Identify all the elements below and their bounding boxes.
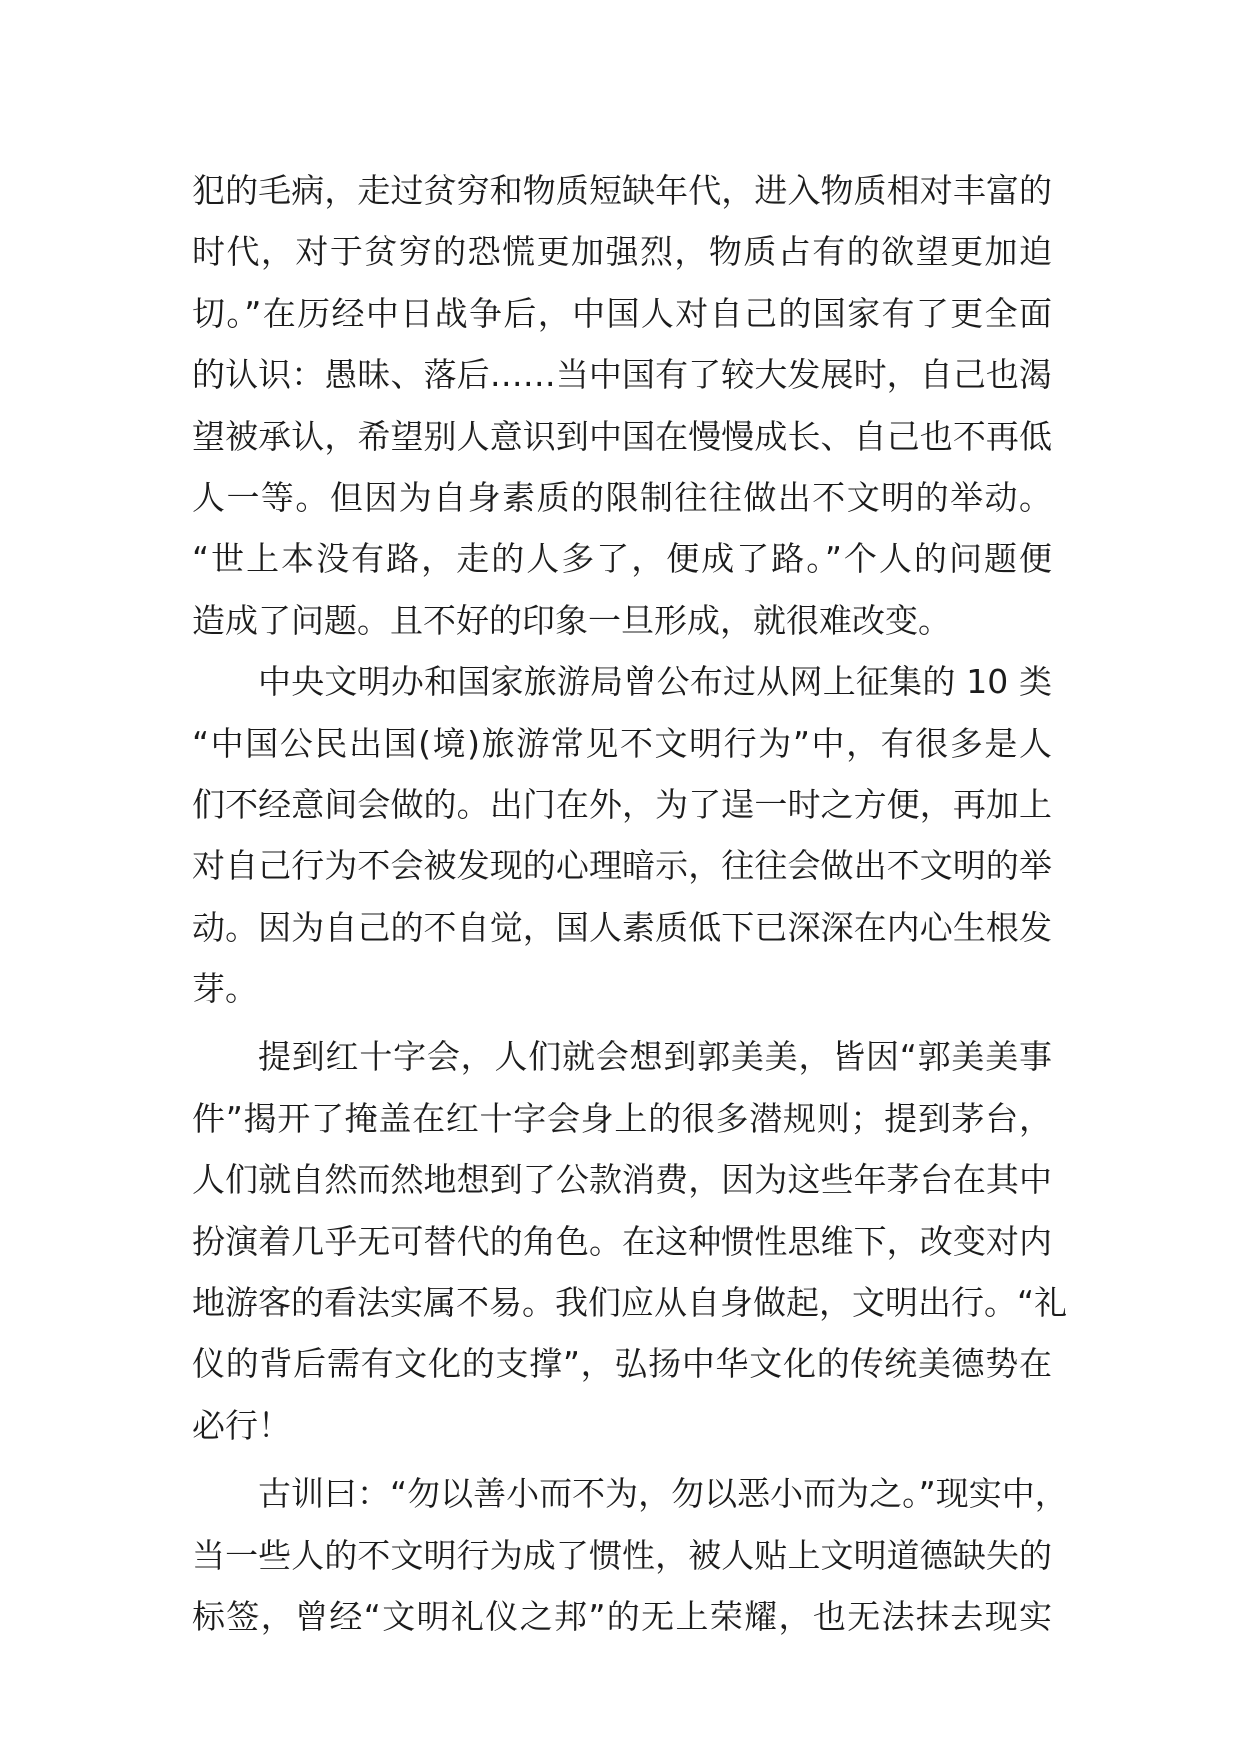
text-line: “世上本没有路，走的人多了，便成了路。”个人的问题便 [192, 539, 1052, 579]
paragraph-1 [192, 160, 1052, 651]
text-line: 对自己行为不会被发现的心理暗示，往往会做出不文明的举 [192, 846, 1052, 886]
text-line: 中央文明办和国家旅游局曾公布过从网上征集的 10 类 [258, 662, 1052, 702]
text-line: 仪的背后需有文化的支撑”，弘扬中华文化的传统美德势在 [192, 1344, 1052, 1384]
text-line: 当一些人的不文明行为成了惯性，被人贴上文明道德缺失的 [192, 1535, 1052, 1575]
text-line: 人们就自然而然地想到了公款消费，因为这些年茅台在其中 [192, 1160, 1052, 1200]
paragraph-gap [192, 1456, 1052, 1463]
text-line: 的认识：愚昧、落后……当中国有了较大发展时，自己也渴 [192, 355, 1052, 395]
paragraph-2 [192, 651, 1052, 1019]
text-line: 件”揭开了掩盖在红十字会身上的很多潜规则；提到茅台， [192, 1098, 1052, 1138]
text-line: “中国公民出国(境)旅游常见不文明行为”中，有很多是人 [192, 723, 1052, 763]
text-line: 切。”在历经中日战争后，中国人对自己的国家有了更全面 [192, 293, 1052, 333]
text-line: 人一等。但因为自身素质的限制往往做出不文明的举动。 [192, 477, 1052, 517]
text-line: 标签，曾经“文明礼仪之邦”的无上荣耀，也无法抹去现实 [192, 1596, 1052, 1636]
text-line: 动。因为自己的不自觉，国人素质低下已深深在内心生根发 [192, 907, 1052, 947]
text-line: 提到红十字会，人们就会想到郭美美，皆因“郭美美事 [258, 1037, 1052, 1077]
text-line: 地游客的看法实属不易。我们应从自身做起，文明出行。“礼 [192, 1283, 1068, 1323]
text-line: 们不经意间会做的。出门在外，为了逞一时之方便，再加上 [192, 784, 1052, 824]
text-line: 必行！ [192, 1405, 291, 1445]
paragraph-4 [192, 1463, 1068, 1647]
paragraph-gap [192, 1019, 1052, 1026]
text-line: 古训曰：“勿以善小而不为，勿以恶小而为之。”现实中， [258, 1474, 1068, 1514]
paragraph-3 [192, 1026, 1068, 1456]
text-line: 望被承认，希望别人意识到中国在慢慢成长、自己也不再低 [192, 416, 1052, 456]
text-line: 犯的毛病，走过贫穷和物质短缺年代，进入物质相对丰富的 [192, 171, 1052, 210]
text-line: 时代，对于贫穷的恐慌更加强烈，物质占有的欲望更加迫 [192, 232, 1052, 272]
text-line: 造成了问题。且不好的印象一旦形成，就很难改变。 [192, 600, 951, 640]
body-text [192, 160, 1068, 1647]
text-line: 芽。 [192, 969, 258, 1009]
text-line: 扮演着几乎无可替代的角色。在这种惯性思维下，改变对内 [192, 1221, 1052, 1261]
